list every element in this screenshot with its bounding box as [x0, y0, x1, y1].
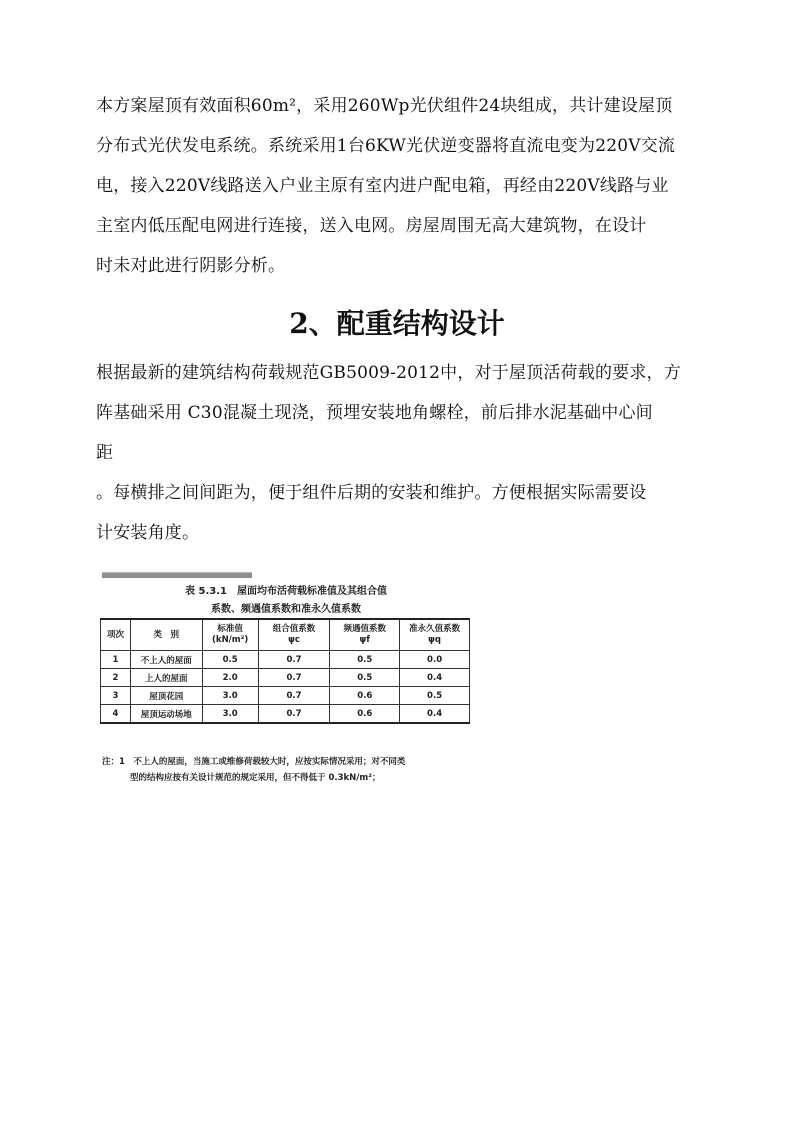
table-cell: 3.0: [202, 687, 258, 705]
table-cell: 2.0: [202, 669, 258, 687]
intro-paragraph: [96, 86, 701, 286]
paragraph-line: 计安装角度。: [96, 523, 200, 543]
structure-paragraph: [96, 353, 701, 553]
table-header-cell: 标准值 (kN/m²): [202, 619, 258, 651]
paragraph-line: 电，接入220V线路送入户业主原有室内进户配电箱，再经由220V线路与业: [96, 176, 669, 196]
table-row: [101, 705, 470, 724]
table-cell: 2: [101, 669, 131, 687]
paragraph-line: 距: [96, 443, 114, 463]
table-header-cell: 准永久值系数 ψq: [400, 619, 470, 651]
note-line: 型的结构应按有关设计规范的规定采用，但不得低于 0.3kN/m²；: [130, 773, 381, 783]
table-cell: 0.4: [400, 705, 470, 724]
table-header-cell: 项次: [101, 619, 131, 651]
table-header-row: [101, 619, 470, 651]
table-row: [101, 687, 470, 705]
paragraph-line: 根据最新的建筑结构荷载规范GB5009-2012中，对于屋顶活荷载的要求，方: [96, 363, 681, 383]
table-cell: 0.7: [258, 705, 330, 724]
table-cell: 屋顶花园: [130, 687, 202, 705]
table-header-cell: 频遇值系数 ψf: [330, 619, 400, 651]
table-cell: 0.7: [258, 687, 330, 705]
table-cell: 0.5: [330, 651, 400, 669]
table-note: [102, 754, 472, 786]
table-cell: 0.5: [202, 651, 258, 669]
table-cell: 屋顶运动场地: [130, 705, 202, 724]
cropped-text-fragment: [102, 570, 252, 578]
table-cell: 0.5: [400, 687, 470, 705]
table-row: [101, 651, 470, 669]
paragraph-line: 主室内低压配电网进行连接，送入电网。房屋周围无高大建筑物，在设计: [96, 216, 647, 236]
paragraph-line: 阵基础采用 C30混凝土现浇，预埋安装地角螺栓，前后排水泥基础中心间: [96, 403, 653, 423]
table-cell: 0.5: [330, 669, 400, 687]
table-cell: 3: [101, 687, 131, 705]
table-caption-continued: 系数、频遇值系数和准永久值系数: [211, 604, 361, 615]
paragraph-line: 本方案屋顶有效面积60m²，采用260Wp光伏组件24块组成，共计建设屋顶: [96, 96, 673, 116]
table-cell: 4: [101, 705, 131, 724]
note-line: 注：1 不上人的屋面，当施工或维修荷载较大时，应按实际情况采用；对不同类: [102, 757, 406, 767]
table-caption: 表 5.3.1 屋面均布活荷载标准值及其组合值: [185, 586, 387, 597]
table-cell: 1: [101, 651, 131, 669]
paragraph-line: 时未对此进行阴影分析。: [96, 256, 286, 276]
paragraph-line: 分布式光伏发电系统。系统采用1台6KW光伏逆变器将直流电变为220V交流: [96, 136, 676, 156]
table-cell: 不上人的屋面: [130, 651, 202, 669]
scanned-load-table: [96, 570, 476, 790]
section-heading: 2、配重结构设计: [289, 307, 505, 340]
table-cell: 0.7: [258, 651, 330, 669]
table-cell: 0.7: [258, 669, 330, 687]
table-cell: 3.0: [202, 705, 258, 724]
table-cell: 0.6: [330, 705, 400, 724]
table-cell: 0.6: [330, 687, 400, 705]
table-row: [101, 669, 470, 687]
table-header-cell: 类 别: [130, 619, 202, 651]
table-cell: 上人的屋面: [130, 669, 202, 687]
table-cell: 0.4: [400, 669, 470, 687]
table-body: [101, 651, 470, 724]
paragraph-line: 。每横排之间间距为，便于组件后期的安装和维护。方便根据实际需要设: [96, 483, 647, 503]
table-header-cell: 组合值系数 ψc: [258, 619, 330, 651]
table-cell: 0.0: [400, 651, 470, 669]
load-values-table: [100, 618, 470, 724]
